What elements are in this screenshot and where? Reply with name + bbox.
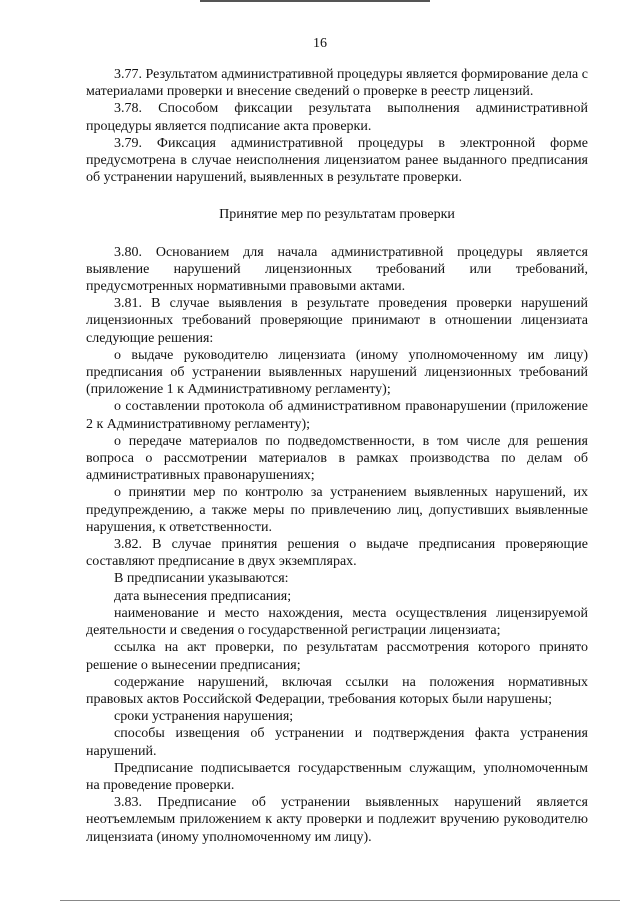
prescription-item: сроки устранения нарушения; <box>114 709 294 725</box>
decision-item: о составлении протокола об административном правонарушении (приложение 2 к Административному регламенту); <box>86 399 588 432</box>
decision-item: о передаче материалов по подведомственности, в том числе для решения вопроса о рассмотрении материалов в рамках производства по делам об административных правонарушениях; <box>86 433 588 484</box>
paragraph-3-78: 3.78. Способом фиксации результата выполнения административной процедуры является подписание акта проверки. <box>86 101 588 134</box>
prescription-item: способы извещения об устранении и подтверждения факта устранения нарушений. <box>86 726 588 759</box>
paragraph-3-77: 3.77. Результатом административной процедуры является формирование дела с материалами проверки и внесение сведений о проверке в реестр лицензий. <box>86 67 588 100</box>
document-body <box>86 66 588 846</box>
signature-paragraph: Предписание подписывается государственным служащим, уполномоченным на проведение проверки. <box>86 760 588 793</box>
prescription-item: содержание нарушений, включая ссылки на положения нормативных правовых актов Российской Федерации, требования которых были нарушены; <box>86 674 588 707</box>
bottom-scan-line <box>60 900 620 901</box>
decision-item: о выдаче руководителю лицензиата (иному уполномоченному им лицу) предписания об устранении выявленных нарушений лицензионных требований (приложение 1 к Административному регламенту); <box>86 347 588 398</box>
paragraph-3-83: 3.83. Предписание об устранении выявленных нарушений является неотъемлемым приложением к акту проверки и подлежит вручению руководителю лицензиата (иному уполномоченному им лицу). <box>86 795 588 845</box>
paragraph-3-79: 3.79. Фиксация административной процедуры в электронной форме предусмотрена в случае неисполнения лицензиатом ранее выданного предписания об устранении нарушений, выявленных в результате проверки. <box>86 135 588 186</box>
decision-item: о принятии мер по контролю за устранением выявленных нарушений, их предупреждению, а также меры по привлечению лиц, допустивших выявленные нарушения, к ответственности. <box>86 485 588 535</box>
top-scan-line <box>200 0 430 2</box>
paragraph-3-80: 3.80. Основанием для начала административной процедуры является выявление нарушений лицензионных требований или требований, предусмотренных нормативными правовыми актами. <box>86 244 588 295</box>
paragraph-3-82: 3.82. В случае принятия решения о выдаче предписания проверяющие составляют предписание в двух экземплярах. <box>86 537 588 570</box>
list-intro: В предписании указываются: <box>114 571 289 587</box>
section-heading: Принятие мер по результатам проверки <box>219 207 455 223</box>
paragraph-3-81: 3.81. В случае выявления в результате проведения проверки нарушений лицензионных требований проверяющие принимают в отношении лицензиата следующие решения: <box>86 296 588 346</box>
prescription-item: ссылка на акт проверки, по результатам рассмотрения которого принято решение о вынесении предписания; <box>86 640 588 673</box>
prescription-item: дата вынесения предписания; <box>114 588 292 604</box>
prescription-item: наименование и место нахождения, места осуществления лицензируемой деятельности и сведения о государственной регистрации лицензиата; <box>86 605 588 639</box>
page-number: 16 <box>313 36 327 51</box>
